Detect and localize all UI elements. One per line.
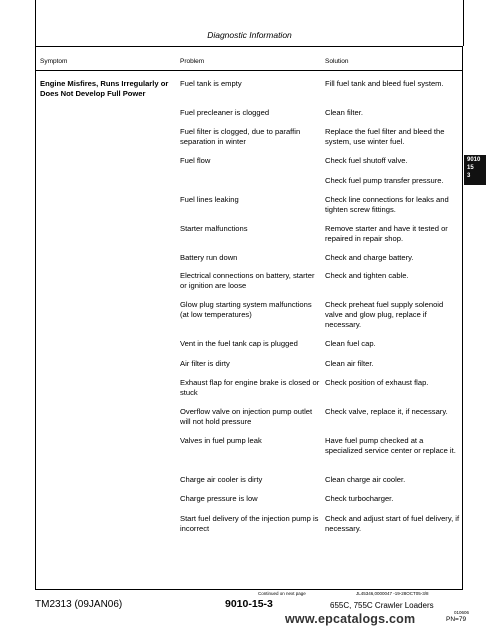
solution-cell: Check fuel shutoff valve.	[325, 156, 408, 165]
problem-cell: Glow plug starting system malfunctions (at low temperatures)	[180, 300, 312, 319]
problem-cell: Fuel lines leaking	[180, 195, 239, 204]
problem-cell: Start fuel delivery of the injection pump is incorrect	[180, 514, 319, 533]
section-tab	[464, 155, 486, 185]
pn-number: PN=79	[446, 616, 467, 623]
problem-cell: Exhaust flap for engine brake is closed or stuck	[180, 378, 320, 397]
solution-cell: Check preheat fuel supply solenoid valve and glow plug, replace if necessary.	[325, 300, 444, 329]
solution-cell: Check turbocharger.	[325, 494, 394, 503]
section-tab-line: 9010	[467, 157, 481, 163]
section-tab-line: 15	[467, 165, 474, 171]
problem-cell: Vent in the fuel tank cap is plugged	[180, 339, 298, 348]
header-divider	[35, 70, 463, 71]
solution-cell: Clean filter.	[325, 108, 363, 117]
solution-cell: Replace the fuel filter and bleed the system, use winter fuel.	[325, 127, 445, 146]
solution-cell: Clean fuel cap.	[325, 339, 376, 348]
solution-cell: Check line connections for leaks and tighten screw fittings.	[325, 195, 449, 214]
solution-cell: Check and charge battery.	[325, 253, 414, 262]
solution-cell: Check valve, replace it, if necessary.	[325, 407, 448, 416]
column-header-problem: Problem	[180, 58, 205, 65]
column-header-symptom: Symptom	[40, 58, 68, 65]
solution-cell: Check position of exhaust flap.	[325, 378, 429, 387]
solution-cell: Check fuel pump transfer pressure.	[325, 176, 444, 185]
problem-cell: Fuel precleaner is clogged	[180, 108, 270, 117]
small-code: 010606	[454, 610, 470, 615]
section-tab-line: 3	[467, 173, 471, 179]
column-header-solution: Solution	[325, 58, 349, 65]
problem-cell: Charge pressure is low	[180, 494, 258, 503]
problem-cell: Fuel tank is empty	[180, 79, 242, 88]
page-number: 9010-15-3	[225, 598, 273, 610]
problem-cell: Fuel filter is clogged, due to paraffin separation in winter	[180, 127, 301, 146]
problem-cell: Battery run down	[180, 253, 238, 262]
solution-cell: Fill fuel tank and bleed fuel system.	[325, 79, 444, 88]
solution-cell: Have fuel pump checked at a specialized service center or replace it.	[325, 436, 456, 455]
solution-cell: Check and tighten cable.	[325, 271, 409, 280]
solution-cell: Clean charge air cooler.	[325, 475, 406, 484]
problem-cell: Charge air cooler is dirty	[180, 475, 263, 484]
problem-cell: Overflow valve on injection pump outlet will not hold pressure	[180, 407, 313, 426]
section-title: Diagnostic Information	[207, 30, 292, 40]
continued-note: Continued on next page	[258, 591, 306, 596]
problem-cell: Fuel flow	[180, 156, 211, 165]
problem-cell: Electrical connections on battery, starter or ignition are loose	[180, 271, 315, 290]
solution-cell: Check and adjust start of fuel delivery, if necessary.	[325, 514, 460, 533]
watermark: www.epcatalogs.com	[285, 612, 416, 626]
problem-cell: Starter malfunctions	[180, 224, 248, 233]
reference-code: JL45346,0000047 -19-28OCT05-3/8	[356, 591, 429, 596]
problem-cell: Air filter is dirty	[180, 359, 230, 368]
symptom-text: Engine Misfires, Runs Irregularly or Does Not Develop Full Power	[40, 79, 169, 98]
manual-id: TM2313 (09JAN06)	[35, 599, 123, 610]
solution-cell: Remove starter and have it tested or repaired in repair shop.	[325, 224, 448, 243]
solution-cell: Clean air filter.	[325, 359, 374, 368]
model-name: 655C, 755C Crawler Loaders	[330, 601, 434, 610]
problem-cell: Valves in fuel pump leak	[180, 436, 262, 445]
